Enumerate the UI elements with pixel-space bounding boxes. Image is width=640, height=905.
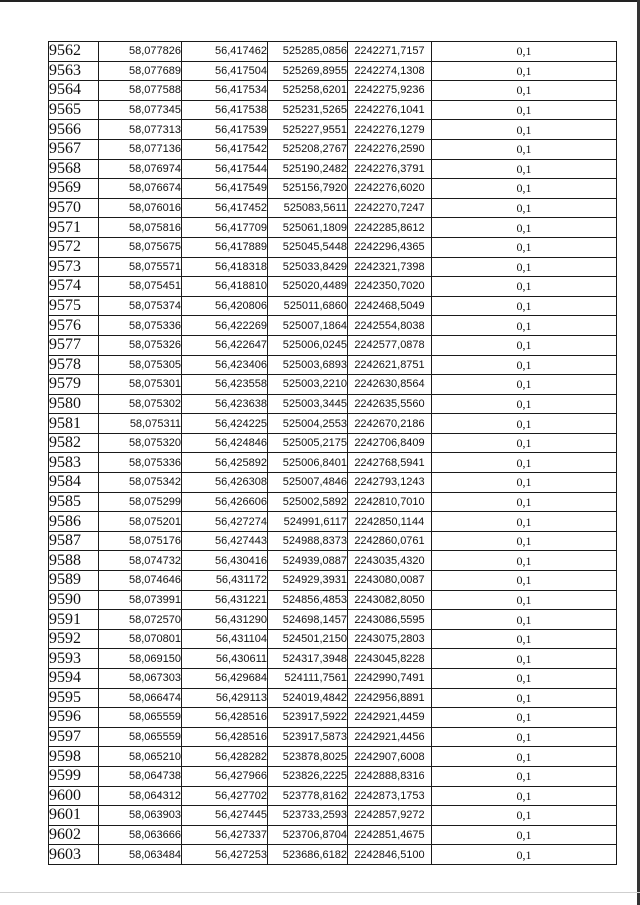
latitude-cell: 58,077588 (99, 81, 182, 101)
latitude-cell: 58,076674 (99, 179, 182, 199)
table-row (49, 629, 617, 649)
table-row (49, 766, 617, 786)
table-row (49, 747, 617, 767)
longitude-cell: 56,429113 (182, 688, 268, 708)
y-coordinate-cell: 2242768,5941 (348, 453, 432, 473)
longitude-cell: 56,429684 (182, 669, 268, 689)
accuracy-cell: 0,1 (432, 845, 617, 865)
point-number-cell: 9593 (49, 649, 99, 669)
y-coordinate-cell: 2242296,4365 (348, 237, 432, 257)
latitude-cell: 58,069150 (99, 649, 182, 669)
point-number-cell: 9573 (49, 257, 99, 277)
longitude-cell: 56,431104 (182, 629, 268, 649)
table-row (49, 845, 617, 865)
accuracy-cell: 0,1 (432, 179, 617, 199)
table-row (49, 316, 617, 336)
point-number-cell: 9562 (49, 42, 99, 62)
y-coordinate-cell: 2242846,5100 (348, 845, 432, 865)
longitude-cell: 56,417534 (182, 81, 268, 101)
table-row (49, 649, 617, 669)
table-row (49, 708, 617, 728)
longitude-cell: 56,427445 (182, 806, 268, 826)
latitude-cell: 58,065210 (99, 747, 182, 767)
latitude-cell: 58,077826 (99, 42, 182, 62)
table-row (49, 257, 617, 277)
x-coordinate-cell: 525007,4846 (268, 473, 348, 493)
longitude-cell: 56,418318 (182, 257, 268, 277)
y-coordinate-cell: 2242635,5560 (348, 394, 432, 414)
latitude-cell: 58,075571 (99, 257, 182, 277)
longitude-cell: 56,425892 (182, 453, 268, 473)
point-number-cell: 9568 (49, 159, 99, 179)
longitude-cell: 56,430611 (182, 649, 268, 669)
point-number-cell: 9598 (49, 747, 99, 767)
x-coordinate-cell: 523917,5873 (268, 727, 348, 747)
point-number-cell: 9590 (49, 590, 99, 610)
longitude-cell: 56,418810 (182, 277, 268, 297)
table-row (49, 453, 617, 473)
point-number-cell: 9580 (49, 394, 99, 414)
accuracy-cell: 0,1 (432, 825, 617, 845)
x-coordinate-cell: 524929,3931 (268, 571, 348, 591)
accuracy-cell: 0,1 (432, 492, 617, 512)
x-coordinate-cell: 525258,6201 (268, 81, 348, 101)
x-coordinate-cell: 525004,2553 (268, 414, 348, 434)
point-number-cell: 9603 (49, 845, 99, 865)
table-row (49, 806, 617, 826)
longitude-cell: 56,423406 (182, 355, 268, 375)
table-row (49, 179, 617, 199)
latitude-cell: 58,075201 (99, 512, 182, 532)
table-row (49, 159, 617, 179)
latitude-cell: 58,075451 (99, 277, 182, 297)
accuracy-cell: 0,1 (432, 727, 617, 747)
y-coordinate-cell: 2243035,4320 (348, 551, 432, 571)
point-number-cell: 9602 (49, 825, 99, 845)
accuracy-cell: 0,1 (432, 218, 617, 238)
point-number-cell: 9571 (49, 218, 99, 238)
table-row (49, 218, 617, 238)
longitude-cell: 56,417544 (182, 159, 268, 179)
point-number-cell: 9595 (49, 688, 99, 708)
point-number-cell: 9588 (49, 551, 99, 571)
accuracy-cell: 0,1 (432, 610, 617, 630)
table-row (49, 42, 617, 62)
x-coordinate-cell: 523706,8704 (268, 825, 348, 845)
latitude-cell: 58,075301 (99, 375, 182, 395)
table-row (49, 81, 617, 101)
accuracy-cell: 0,1 (432, 571, 617, 591)
accuracy-cell: 0,1 (432, 414, 617, 434)
latitude-cell: 58,075326 (99, 335, 182, 355)
latitude-cell: 58,077345 (99, 100, 182, 120)
latitude-cell: 58,077136 (99, 139, 182, 159)
table-row (49, 61, 617, 81)
longitude-cell: 56,431290 (182, 610, 268, 630)
latitude-cell: 58,073991 (99, 590, 182, 610)
latitude-cell: 58,066474 (99, 688, 182, 708)
longitude-cell: 56,417539 (182, 120, 268, 140)
point-number-cell: 9596 (49, 708, 99, 728)
point-number-cell: 9585 (49, 492, 99, 512)
table-row (49, 394, 617, 414)
longitude-cell: 56,424225 (182, 414, 268, 434)
longitude-cell: 56,420806 (182, 296, 268, 316)
x-coordinate-cell: 525231,5265 (268, 100, 348, 120)
table-row (49, 198, 617, 218)
longitude-cell: 56,422647 (182, 335, 268, 355)
x-coordinate-cell: 524019,4842 (268, 688, 348, 708)
y-coordinate-cell: 2242270,7247 (348, 198, 432, 218)
x-coordinate-cell: 524111,7561 (268, 669, 348, 689)
latitude-cell: 58,074732 (99, 551, 182, 571)
table-row (49, 531, 617, 551)
accuracy-cell: 0,1 (432, 766, 617, 786)
longitude-cell: 56,427443 (182, 531, 268, 551)
accuracy-cell: 0,1 (432, 316, 617, 336)
longitude-cell: 56,422269 (182, 316, 268, 336)
latitude-cell: 58,075311 (99, 414, 182, 434)
table-row (49, 120, 617, 140)
y-coordinate-cell: 2243080,0087 (348, 571, 432, 591)
accuracy-cell: 0,1 (432, 512, 617, 532)
accuracy-cell: 0,1 (432, 433, 617, 453)
longitude-cell: 56,431172 (182, 571, 268, 591)
x-coordinate-cell: 524317,3948 (268, 649, 348, 669)
longitude-cell: 56,417462 (182, 42, 268, 62)
y-coordinate-cell: 2242810,7010 (348, 492, 432, 512)
table-row (49, 355, 617, 375)
y-coordinate-cell: 2242276,3791 (348, 159, 432, 179)
latitude-cell: 58,075320 (99, 433, 182, 453)
x-coordinate-cell: 523826,2225 (268, 766, 348, 786)
y-coordinate-cell: 2242921,4456 (348, 727, 432, 747)
x-coordinate-cell: 525020,4489 (268, 277, 348, 297)
accuracy-cell: 0,1 (432, 81, 617, 101)
x-coordinate-cell: 524856,4853 (268, 590, 348, 610)
latitude-cell: 58,075336 (99, 316, 182, 336)
latitude-cell: 58,067303 (99, 669, 182, 689)
x-coordinate-cell: 523778,8162 (268, 786, 348, 806)
y-coordinate-cell: 2242285,8612 (348, 218, 432, 238)
y-coordinate-cell: 2242921,4459 (348, 708, 432, 728)
table-row (49, 237, 617, 257)
y-coordinate-cell: 2243075,2803 (348, 629, 432, 649)
table-row (49, 825, 617, 845)
latitude-cell: 58,075816 (99, 218, 182, 238)
point-number-cell: 9591 (49, 610, 99, 630)
table-row (49, 335, 617, 355)
longitude-cell: 56,417452 (182, 198, 268, 218)
latitude-cell: 58,075336 (99, 453, 182, 473)
longitude-cell: 56,426308 (182, 473, 268, 493)
accuracy-cell: 0,1 (432, 786, 617, 806)
point-number-cell: 9584 (49, 473, 99, 493)
x-coordinate-cell: 525061,1809 (268, 218, 348, 238)
latitude-cell: 58,076016 (99, 198, 182, 218)
longitude-cell: 56,426606 (182, 492, 268, 512)
accuracy-cell: 0,1 (432, 806, 617, 826)
table-row (49, 571, 617, 591)
point-number-cell: 9577 (49, 335, 99, 355)
point-number-cell: 9576 (49, 316, 99, 336)
table-row (49, 786, 617, 806)
x-coordinate-cell: 525003,2210 (268, 375, 348, 395)
x-coordinate-cell: 525007,1864 (268, 316, 348, 336)
x-coordinate-cell: 525006,0245 (268, 335, 348, 355)
x-coordinate-cell: 524501,2150 (268, 629, 348, 649)
point-number-cell: 9587 (49, 531, 99, 551)
x-coordinate-cell: 525003,3445 (268, 394, 348, 414)
longitude-cell: 56,424846 (182, 433, 268, 453)
point-number-cell: 9592 (49, 629, 99, 649)
y-coordinate-cell: 2242873,1753 (348, 786, 432, 806)
table-row (49, 433, 617, 453)
x-coordinate-cell: 523733,2593 (268, 806, 348, 826)
y-coordinate-cell: 2242670,2186 (348, 414, 432, 434)
y-coordinate-cell: 2242275,9236 (348, 81, 432, 101)
y-coordinate-cell: 2242274,1308 (348, 61, 432, 81)
y-coordinate-cell: 2242706,8409 (348, 433, 432, 453)
longitude-cell: 56,427337 (182, 825, 268, 845)
latitude-cell: 58,070801 (99, 629, 182, 649)
x-coordinate-cell: 525011,6860 (268, 296, 348, 316)
y-coordinate-cell: 2242276,2590 (348, 139, 432, 159)
accuracy-cell: 0,1 (432, 629, 617, 649)
x-coordinate-cell: 525190,2482 (268, 159, 348, 179)
point-number-cell: 9601 (49, 806, 99, 826)
latitude-cell: 58,075302 (99, 394, 182, 414)
latitude-cell: 58,077313 (99, 120, 182, 140)
y-coordinate-cell: 2242554,8038 (348, 316, 432, 336)
latitude-cell: 58,064312 (99, 786, 182, 806)
accuracy-cell: 0,1 (432, 473, 617, 493)
latitude-cell: 58,074646 (99, 571, 182, 591)
point-number-cell: 9582 (49, 433, 99, 453)
y-coordinate-cell: 2242907,6008 (348, 747, 432, 767)
x-coordinate-cell: 523917,5922 (268, 708, 348, 728)
y-coordinate-cell: 2242276,6020 (348, 179, 432, 199)
latitude-cell: 58,072570 (99, 610, 182, 630)
point-number-cell: 9594 (49, 669, 99, 689)
accuracy-cell: 0,1 (432, 100, 617, 120)
point-number-cell: 9563 (49, 61, 99, 81)
latitude-cell: 58,064738 (99, 766, 182, 786)
accuracy-cell: 0,1 (432, 139, 617, 159)
y-coordinate-cell: 2242577,0878 (348, 335, 432, 355)
longitude-cell: 56,430416 (182, 551, 268, 571)
y-coordinate-cell: 2242621,8751 (348, 355, 432, 375)
accuracy-cell: 0,1 (432, 394, 617, 414)
point-number-cell: 9581 (49, 414, 99, 434)
accuracy-cell: 0,1 (432, 277, 617, 297)
table-row (49, 414, 617, 434)
x-coordinate-cell: 525006,8401 (268, 453, 348, 473)
accuracy-cell: 0,1 (432, 669, 617, 689)
x-coordinate-cell: 524939,0887 (268, 551, 348, 571)
longitude-cell: 56,427702 (182, 786, 268, 806)
accuracy-cell: 0,1 (432, 708, 617, 728)
x-coordinate-cell: 525033,8429 (268, 257, 348, 277)
point-number-cell: 9578 (49, 355, 99, 375)
table-row (49, 590, 617, 610)
latitude-cell: 58,063903 (99, 806, 182, 826)
point-number-cell: 9569 (49, 179, 99, 199)
latitude-cell: 58,075374 (99, 296, 182, 316)
accuracy-cell: 0,1 (432, 198, 617, 218)
y-coordinate-cell: 2243086,5595 (348, 610, 432, 630)
longitude-cell: 56,417542 (182, 139, 268, 159)
accuracy-cell: 0,1 (432, 159, 617, 179)
table-row (49, 551, 617, 571)
accuracy-cell: 0,1 (432, 257, 617, 277)
x-coordinate-cell: 525005,2175 (268, 433, 348, 453)
x-coordinate-cell: 524991,6117 (268, 512, 348, 532)
y-coordinate-cell: 2242888,8316 (348, 766, 432, 786)
accuracy-cell: 0,1 (432, 120, 617, 140)
y-coordinate-cell: 2242956,8891 (348, 688, 432, 708)
longitude-cell: 56,428516 (182, 708, 268, 728)
x-coordinate-cell: 525227,9551 (268, 120, 348, 140)
y-coordinate-cell: 2242276,1041 (348, 100, 432, 120)
latitude-cell: 58,075675 (99, 237, 182, 257)
accuracy-cell: 0,1 (432, 335, 617, 355)
longitude-cell: 56,428282 (182, 747, 268, 767)
longitude-cell: 56,427253 (182, 845, 268, 865)
accuracy-cell: 0,1 (432, 688, 617, 708)
accuracy-cell: 0,1 (432, 649, 617, 669)
coordinates-table (48, 41, 617, 865)
accuracy-cell: 0,1 (432, 237, 617, 257)
table-row (49, 669, 617, 689)
point-number-cell: 9564 (49, 81, 99, 101)
accuracy-cell: 0,1 (432, 551, 617, 571)
table-row (49, 512, 617, 532)
x-coordinate-cell: 525285,0856 (268, 42, 348, 62)
latitude-cell: 58,075176 (99, 531, 182, 551)
x-coordinate-cell: 525083,5611 (268, 198, 348, 218)
point-number-cell: 9583 (49, 453, 99, 473)
longitude-cell: 56,423638 (182, 394, 268, 414)
x-coordinate-cell: 525045,5448 (268, 237, 348, 257)
point-number-cell: 9599 (49, 766, 99, 786)
accuracy-cell: 0,1 (432, 590, 617, 610)
table-row (49, 277, 617, 297)
accuracy-cell: 0,1 (432, 42, 617, 62)
latitude-cell: 58,075299 (99, 492, 182, 512)
y-coordinate-cell: 2242271,7157 (348, 42, 432, 62)
point-number-cell: 9600 (49, 786, 99, 806)
x-coordinate-cell: 525208,2767 (268, 139, 348, 159)
latitude-cell: 58,075305 (99, 355, 182, 375)
scan-edge-top (0, 0, 640, 2)
y-coordinate-cell: 2242350,7020 (348, 277, 432, 297)
longitude-cell: 56,427274 (182, 512, 268, 532)
table-row (49, 139, 617, 159)
point-number-cell: 9586 (49, 512, 99, 532)
x-coordinate-cell: 524988,8373 (268, 531, 348, 551)
table-row (49, 492, 617, 512)
latitude-cell: 58,076974 (99, 159, 182, 179)
x-coordinate-cell: 523878,8025 (268, 747, 348, 767)
point-number-cell: 9567 (49, 139, 99, 159)
y-coordinate-cell: 2243045,8228 (348, 649, 432, 669)
x-coordinate-cell: 525269,8955 (268, 61, 348, 81)
point-number-cell: 9566 (49, 120, 99, 140)
table-row (49, 375, 617, 395)
point-number-cell: 9579 (49, 375, 99, 395)
longitude-cell: 56,417709 (182, 218, 268, 238)
latitude-cell: 58,075342 (99, 473, 182, 493)
table-row (49, 473, 617, 493)
y-coordinate-cell: 2242851,4675 (348, 825, 432, 845)
y-coordinate-cell: 2242857,9272 (348, 806, 432, 826)
latitude-cell: 58,065559 (99, 727, 182, 747)
table-row (49, 727, 617, 747)
longitude-cell: 56,417538 (182, 100, 268, 120)
accuracy-cell: 0,1 (432, 61, 617, 81)
table-row (49, 296, 617, 316)
y-coordinate-cell: 2242793,1243 (348, 473, 432, 493)
accuracy-cell: 0,1 (432, 531, 617, 551)
longitude-cell: 56,417549 (182, 179, 268, 199)
table-row (49, 688, 617, 708)
longitude-cell: 56,431221 (182, 590, 268, 610)
table-row (49, 100, 617, 120)
coordinates-table-body (49, 42, 617, 865)
y-coordinate-cell: 2242860,0761 (348, 531, 432, 551)
y-coordinate-cell: 2242630,8564 (348, 375, 432, 395)
x-coordinate-cell: 525002,5892 (268, 492, 348, 512)
x-coordinate-cell: 525156,7920 (268, 179, 348, 199)
x-coordinate-cell: 525003,6893 (268, 355, 348, 375)
point-number-cell: 9572 (49, 237, 99, 257)
accuracy-cell: 0,1 (432, 453, 617, 473)
accuracy-cell: 0,1 (432, 355, 617, 375)
latitude-cell: 58,065559 (99, 708, 182, 728)
x-coordinate-cell: 524698,1457 (268, 610, 348, 630)
table-row (49, 610, 617, 630)
y-coordinate-cell: 2242850,1144 (348, 512, 432, 532)
y-coordinate-cell: 2243082,8050 (348, 590, 432, 610)
longitude-cell: 56,423558 (182, 375, 268, 395)
longitude-cell: 56,417889 (182, 237, 268, 257)
y-coordinate-cell: 2242276,1279 (348, 120, 432, 140)
y-coordinate-cell: 2242321,7398 (348, 257, 432, 277)
latitude-cell: 58,063666 (99, 825, 182, 845)
latitude-cell: 58,063484 (99, 845, 182, 865)
accuracy-cell: 0,1 (432, 375, 617, 395)
x-coordinate-cell: 523686,6182 (268, 845, 348, 865)
y-coordinate-cell: 2242468,5049 (348, 296, 432, 316)
latitude-cell: 58,077689 (99, 61, 182, 81)
point-number-cell: 9570 (49, 198, 99, 218)
point-number-cell: 9589 (49, 571, 99, 591)
longitude-cell: 56,417504 (182, 61, 268, 81)
point-number-cell: 9574 (49, 277, 99, 297)
point-number-cell: 9575 (49, 296, 99, 316)
accuracy-cell: 0,1 (432, 296, 617, 316)
longitude-cell: 56,427966 (182, 766, 268, 786)
accuracy-cell: 0,1 (432, 747, 617, 767)
y-coordinate-cell: 2242990,7491 (348, 669, 432, 689)
longitude-cell: 56,428516 (182, 727, 268, 747)
scan-edge-bottom (0, 892, 640, 893)
point-number-cell: 9597 (49, 727, 99, 747)
point-number-cell: 9565 (49, 100, 99, 120)
